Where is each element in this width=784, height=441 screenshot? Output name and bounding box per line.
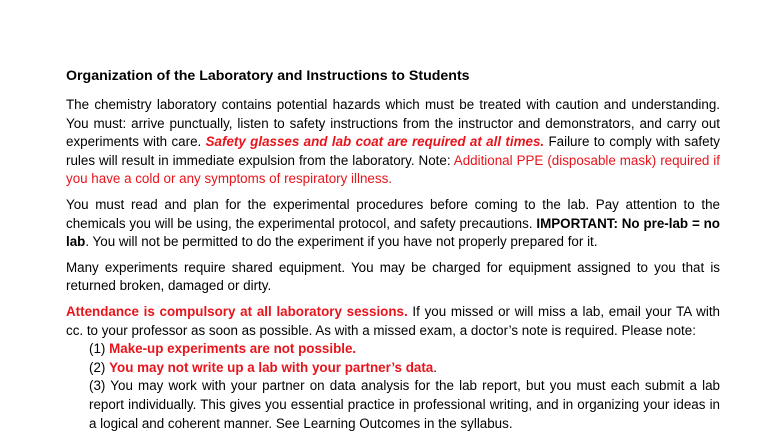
list-item [89, 359, 720, 378]
ppe-note: Additional PPE (disposable mask) required if you have a cold or any symptoms of respiratory illness. [66, 152, 720, 187]
note-text: Make-up experiments are not possible. [109, 341, 357, 357]
list-item [89, 377, 720, 433]
prelab-important: IMPORTANT: No pre-lab = no lab [66, 215, 720, 250]
note-tail: . [433, 359, 437, 375]
note-number: (3) [89, 378, 111, 394]
note-text: You may not write up a lab with your partner’s data [109, 359, 434, 375]
paragraph-prelab [66, 196, 720, 252]
notes-list [66, 340, 720, 433]
attendance-warning: Attendance is compulsory at all laboratory sessions. [66, 303, 408, 319]
safety-glasses-warning: Safety glasses and lab coat are required at all times. [205, 134, 545, 150]
safety-compliance-text: Failure to comply with safety rules will result in immediate expulsion from the laboratory. Note: [66, 134, 720, 168]
document-page [66, 66, 720, 433]
safety-intro-text: The chemistry laboratory contains potential hazards which must be treated with caution and understanding. You must: arrive punctually, listen to safety instructions from the instructor and demonstrators, and carry out experiments with care. [66, 97, 720, 150]
list-item [89, 340, 720, 359]
page-title: Organization of the Laboratory and Instructions to Students [66, 68, 470, 84]
paragraph-attendance [66, 303, 720, 340]
attendance-text: If you missed or will miss a lab, email your TA with cc. to your professor as soon as possible. As with a missed exam, a doctor’s note is required. Please note: [66, 303, 720, 338]
prelab-intro-text: You must read and plan for the experimental procedures before coming to the lab. Pay attention to the chemicals you will be using, the experimental protocol, and safety precautions. [66, 196, 720, 231]
note-tail: You may work with your partner on data analysis for the lab report, but you must each submit a lab report individually. This gives you essential practice in professional writing, and in organizing your ideas in a logical and coherent manner. See Learning Outcomes in the syllabus. [89, 378, 720, 431]
note-number: (2) [89, 359, 110, 375]
prelab-consequence-text: . You will not be permitted to do the experiment if you have not properly prepared for it. [85, 234, 598, 250]
paragraph-safety [66, 96, 720, 189]
note-number: (1) [89, 341, 110, 357]
paragraph-equipment: Many experiments require shared equipment. You may be charged for equipment assigned to you that is returned broken, damaged or dirty. [66, 259, 720, 294]
